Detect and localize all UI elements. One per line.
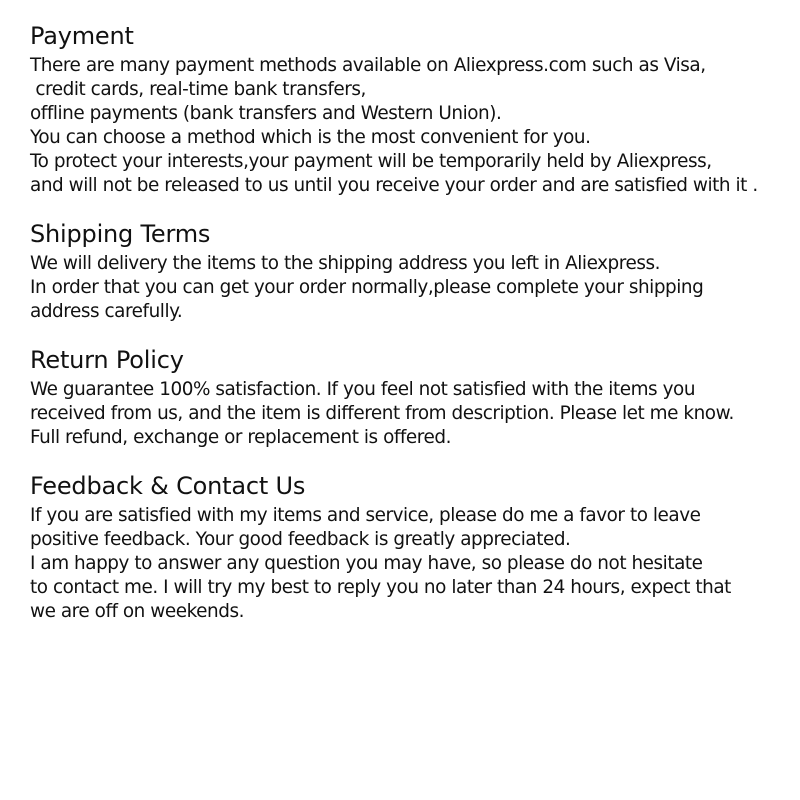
feedback-contact-text-line: to contact me. I will try my best to reply you no later than 24 hours, expect that — [30, 577, 731, 598]
payment-text-line: There are many payment methods available on Aliexpress.com such as Visa, — [30, 55, 706, 76]
payment-section — [30, 20, 795, 198]
return-policy-section — [30, 344, 795, 450]
return-policy-text-line: We guarantee 100% satisfaction. If you feel not satisfied with the items you — [30, 379, 696, 400]
feedback-contact-text-line: we are off on weekends. — [30, 601, 244, 622]
shipping-terms-heading: Shipping Terms — [30, 220, 211, 248]
shipping-terms-text-line: In order that you can get your order normally,please complete your shipping — [30, 277, 704, 298]
feedback-contact-text-line: positive feedback. Your good feedback is greatly appreciated. — [30, 529, 571, 550]
feedback-contact-heading: Feedback & Contact Us — [30, 472, 306, 500]
shipping-terms-section — [30, 218, 795, 324]
payment-text-line: To protect your interests,your payment will be temporarily held by Aliexpress, — [30, 151, 712, 172]
policy-document — [30, 20, 795, 624]
feedback-contact-text-line: If you are satisfied with my items and service, please do me a favor to leave — [30, 505, 701, 526]
payment-text-line: and will not be released to us until you receive your order and are satisfied with it . — [30, 175, 758, 196]
shipping-terms-text-line: We will delivery the items to the shipping address you left in Aliexpress. — [30, 253, 661, 274]
return-policy-text-line: received from us, and the item is different from description. Please let me know. — [30, 403, 734, 424]
feedback-contact-section — [30, 470, 795, 624]
payment-heading: Payment — [30, 22, 134, 50]
shipping-terms-text-line: address carefully. — [30, 301, 183, 322]
return-policy-text-line: Full refund, exchange or replacement is offered. — [30, 427, 451, 448]
payment-text-line: You can choose a method which is the most convenient for you. — [30, 127, 591, 148]
feedback-contact-text-line: I am happy to answer any question you may have, so please do not hesitate — [30, 553, 703, 574]
payment-text-line: offline payments (bank transfers and Western Union). — [30, 103, 502, 124]
return-policy-heading: Return Policy — [30, 346, 184, 374]
payment-text-line: credit cards, real-time bank transfers, — [30, 79, 366, 100]
